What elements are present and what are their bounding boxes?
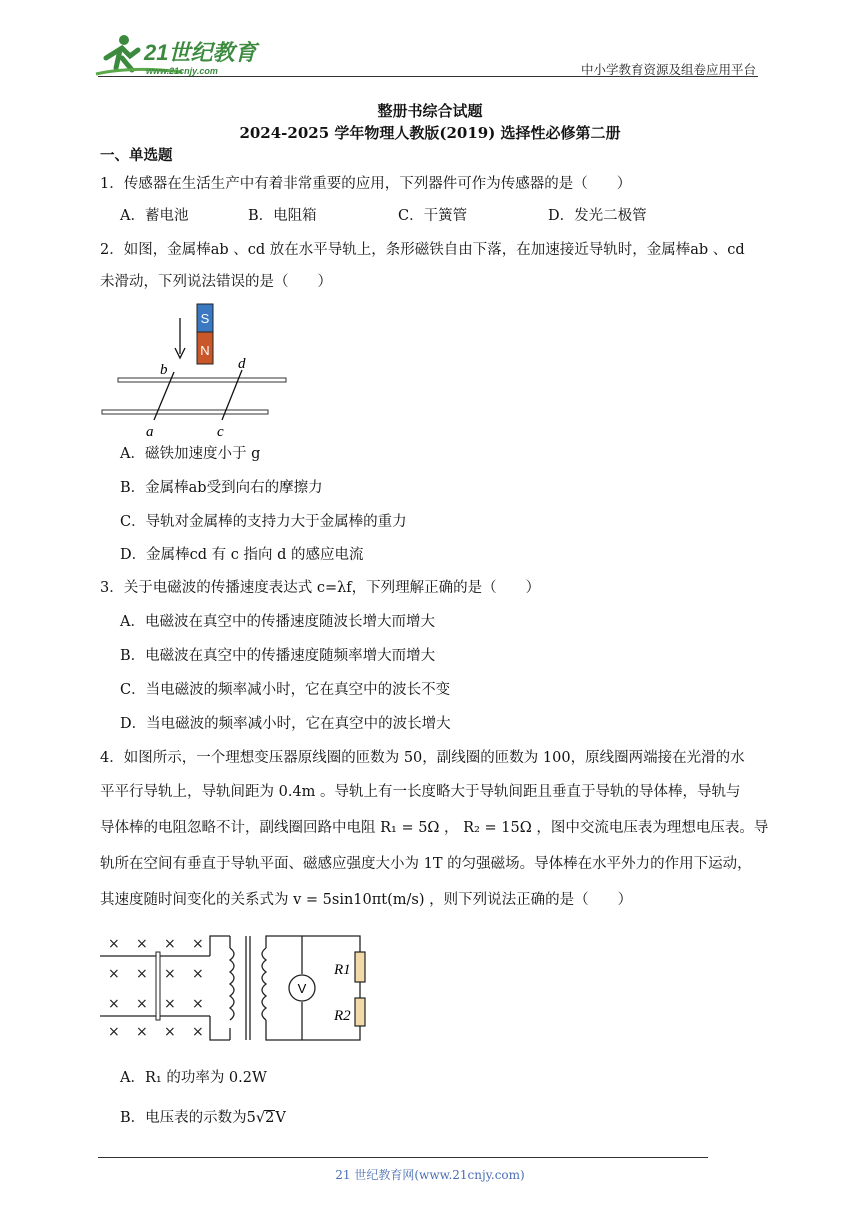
svg-text:×: × [136,936,148,952]
q1-option-a: A．蓄电池 [120,208,189,224]
q3-option-c: C．当电磁波的频率减小时，它在真空中的波长不变 [120,682,451,698]
q1-option-d: D．发光二极管 [548,208,647,224]
q1-option-b: B．电阻箱 [248,208,317,224]
q1-option-c: C．干簧管 [398,208,468,224]
label-a: a [146,424,154,440]
voltmeter-label: V [297,981,307,996]
svg-text:×: × [192,1024,204,1040]
svg-text:×: × [136,1024,148,1040]
question-4-line5: 其速度随时间变化的关系式为 v = 5sin10πt(m/s) ，则下列说法正确的是（ ） [100,892,633,908]
q4-option-a: A．R₁ 的功率为 0.2W [120,1070,267,1086]
q4-option-b: B．电压表的示数为5√2V [120,1110,286,1126]
q4-transformer-circuit-figure [100,928,370,1050]
svg-text:×: × [108,996,120,1012]
label-r1: R1 [334,962,351,978]
question-3-stem: 3．关于电磁波的传播速度表达式 c=λf，下列理解正确的是（ ） [100,580,541,596]
q2-magnet-rails-figure [98,298,298,440]
svg-text:×: × [136,966,148,982]
svg-text:×: × [108,1024,120,1040]
primary-coil [230,948,234,1020]
svg-text:×: × [192,966,204,982]
q2-option-a: A．磁铁加速度小于 g [120,446,261,462]
resistor-r1 [355,952,365,982]
logo-icon [92,30,262,80]
question-4-line3: 导体棒的电阻忽略不计，副线圈回路中电阻 R₁ = 5Ω ， R₂ = 15Ω ，图中交流电压表为理想电压表。导 [100,820,769,836]
magnet-n-label: N [200,343,210,358]
magnet-s-label: S [200,311,210,326]
question-4-line2: 平平行导轨上，导轨间距为 0.4m 。导轨上有一长度略大于导轨间距且垂直于导轨的导体棒，导轨与 [100,784,741,800]
question-4-line1: 4．如图所示，一个理想变压器原线圈的匝数为 50，副线圈的匝数为 100，原线圈两端接在光滑的水 [100,750,745,766]
footer-divider [98,1157,708,1158]
question-1-stem: 1．传感器在生活生产中有着非常重要的应用，下列器件可作为传感器的是（ ） [100,176,632,192]
svg-text:×: × [192,996,204,1012]
logo-url: www.21cnjy.com [146,66,218,76]
header-platform-text: 中小学教育资源及组卷应用平台 [580,62,756,77]
resistor-r2 [355,998,365,1026]
section-heading: 一、单选题 [100,147,173,164]
svg-text:×: × [164,996,176,1012]
svg-text:×: × [164,936,176,952]
lower-rail [102,410,268,414]
question-4-line4: 轨所在空间有垂直于导轨平面、磁感应强度大小为 1T 的匀强磁场。导体棒在水平外力的作用下运动， [100,856,752,872]
svg-text:×: × [164,966,176,982]
q2-option-d: D．金属棒cd 有 c 指向 d 的感应电流 [120,547,364,563]
q3-option-a: A．电磁波在真空中的传播速度随波长增大而增大 [120,614,435,630]
svg-text:×: × [108,966,120,982]
question-2-stem-line1: 2．如图，金属棒ab 、cd 放在水平导轨上，条形磁铁自由下落，在加速接近导轨时，金属棒ab 、cd [100,242,745,258]
q2-option-b: B．金属棒ab受到向右的摩擦力 [120,480,323,496]
q2-option-c: C．导轨对金属棒的支持力大于金属棒的重力 [120,514,407,530]
logo-text: 21世纪教育 [144,40,257,65]
secondary-coil [262,948,266,1020]
upper-rail [118,378,286,382]
logo [92,30,262,80]
page-subtitle: 2024-2025 学年物理人教版(2019) 选择性必修第二册 [239,124,621,142]
header-divider [98,76,758,77]
svg-text:×: × [192,936,204,952]
footer-text: 21 世纪教育网(www.21cnjy.com) [335,1168,525,1182]
label-b: b [160,362,168,378]
svg-text:×: × [164,1024,176,1040]
conductor-rod [156,952,160,1020]
svg-text:×: × [108,936,120,952]
q3-option-b: B．电磁波在真空中的传播速度随频率增大而增大 [120,648,436,664]
label-r2: R2 [334,1008,351,1024]
label-c: c [217,424,224,440]
svg-text:×: × [136,996,148,1012]
question-2-stem-line2: 未滑动，下列说法错误的是（ ） [100,274,332,290]
q3-option-d: D．当电磁波的频率减小时，它在真空中的波长增大 [120,716,451,732]
label-d: d [238,356,246,372]
page-title: 整册书综合试题 [377,102,483,120]
